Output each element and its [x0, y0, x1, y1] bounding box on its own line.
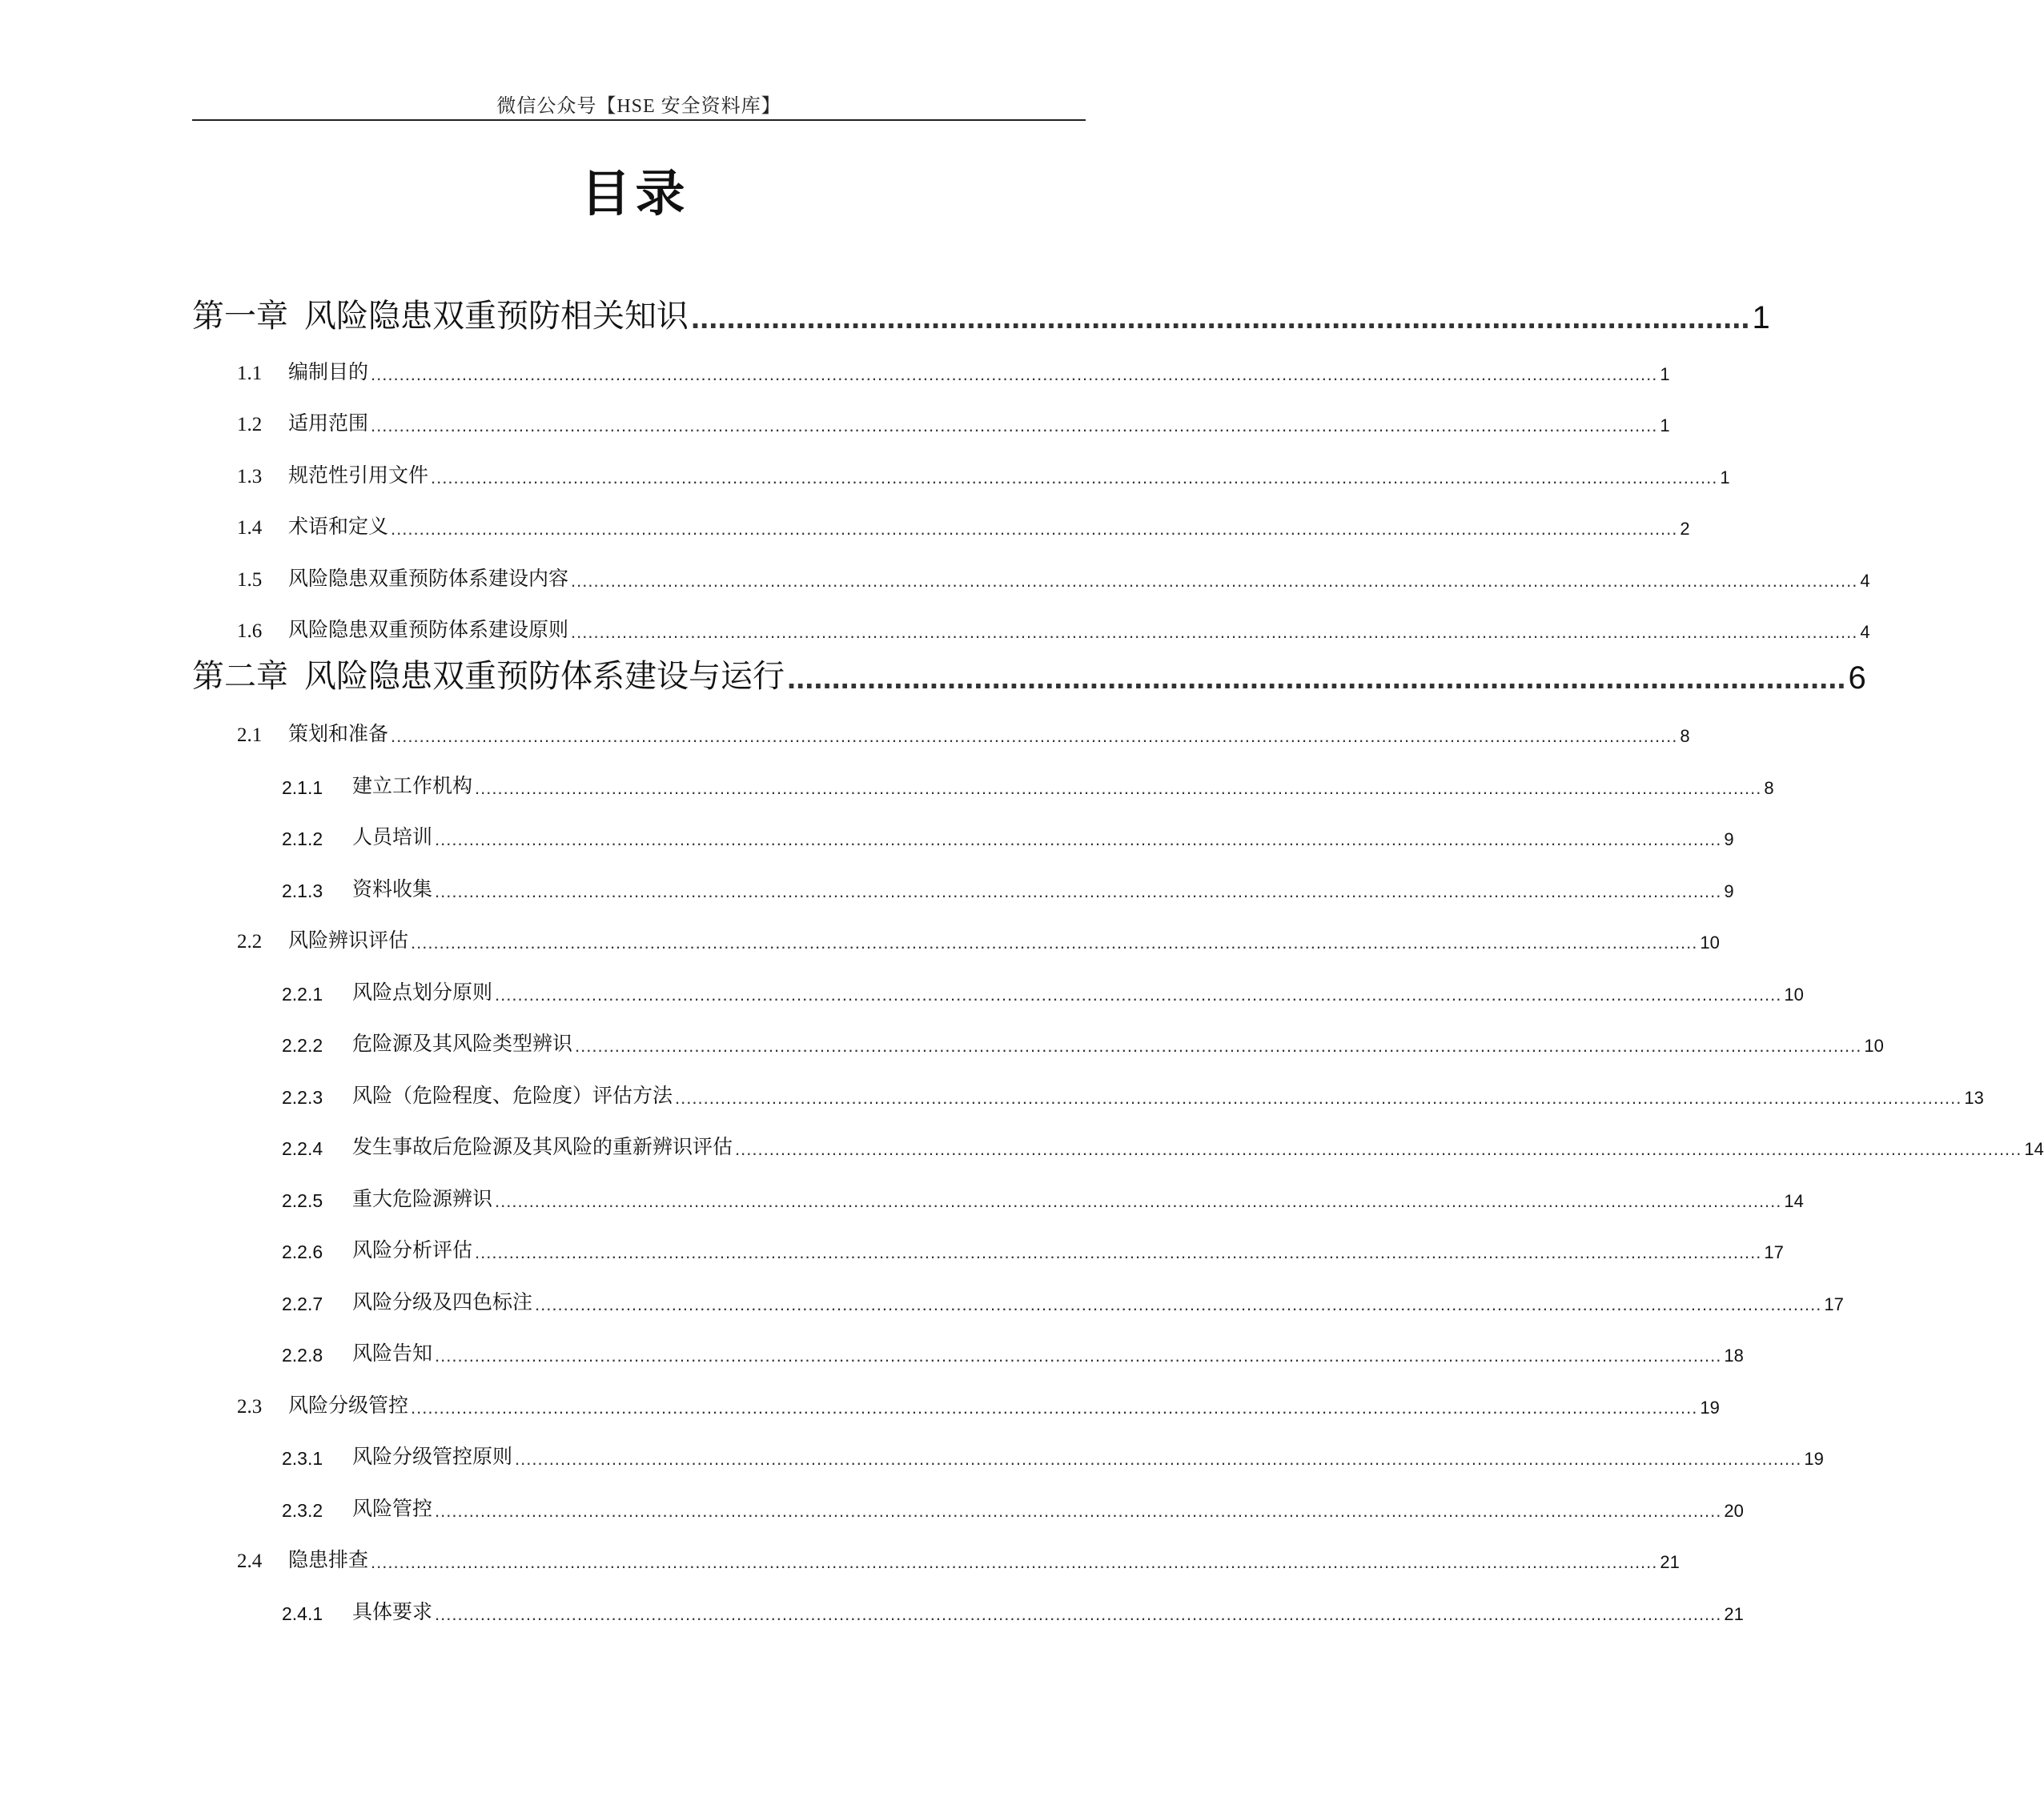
- toc-label: 风险隐患双重预防体系建设原则: [288, 618, 569, 641]
- toc-label: 危险源及其风险类型辨识: [352, 1032, 573, 1055]
- toc-leader: ..................................................................................................................................................................................................................................: [495, 985, 1782, 1005]
- toc-page-number: 1: [1660, 415, 1670, 435]
- toc-subsection-2-1-3[interactable]: [282, 876, 1734, 902]
- toc-section-1-6[interactable]: [237, 617, 1870, 643]
- toc-label: 重大危险源辨识: [352, 1187, 493, 1210]
- toc-page-number: 8: [1680, 726, 1690, 746]
- toc-leader: ..................................................................................................................................................................................................................................: [435, 829, 1722, 849]
- toc-number: 1.4: [237, 517, 263, 539]
- toc-number: 2.3.1: [282, 1448, 323, 1469]
- toc-page-number: 21: [1660, 1552, 1680, 1572]
- toc-leader: ..................................................................................................................................................................................................................................: [371, 415, 1658, 435]
- toc-number: 2.4.1: [282, 1603, 323, 1624]
- toc-label: 术语和定义: [288, 515, 389, 538]
- toc-number: 2.3: [237, 1396, 263, 1418]
- toc-leader: ..................................................................................................................................................................................................................................: [435, 881, 1722, 901]
- page-title: 目录: [580, 164, 690, 223]
- toc-section-2-4[interactable]: [237, 1547, 1680, 1573]
- toc-page-number: 10: [1700, 933, 1720, 953]
- toc-label: 风险辨识评估: [288, 929, 409, 952]
- toc-number: 2.2.5: [282, 1190, 323, 1211]
- page-header: 微信公众号【HSE 安全资料库】: [496, 96, 781, 117]
- toc-leader: ..................................................................................................................................................................................................................................: [391, 726, 1678, 746]
- toc-label: 编制目的: [288, 360, 369, 383]
- toc-leader: ..................................................................................................................................................................................................................................: [495, 1191, 1782, 1211]
- toc-label: 具体要求: [352, 1600, 433, 1623]
- toc-page-number: 19: [1804, 1449, 1824, 1469]
- toc-number: 2.3.2: [282, 1500, 323, 1521]
- toc-number: 2.2.3: [282, 1087, 323, 1108]
- toc-number: 1.3: [237, 466, 263, 487]
- toc-number: 2.1.2: [282, 828, 323, 849]
- toc-section-1-5[interactable]: [237, 566, 1870, 592]
- toc-leader: ..................................................................................................................................................................................................................................: [571, 622, 1858, 642]
- toc-number: 2.2.8: [282, 1345, 323, 1366]
- toc-number: 第二章: [192, 658, 288, 695]
- toc-section-1-3[interactable]: [237, 463, 1730, 488]
- toc-number: 2.2.7: [282, 1294, 323, 1314]
- toc-page-number: 9: [1724, 881, 1734, 901]
- toc-leader: ..................................................................................................................................................................................................................................: [431, 467, 1718, 487]
- toc-label: 风险隐患双重预防体系建设与运行: [304, 658, 785, 695]
- toc-leader: ..................................................................................................................................................................................................................................: [475, 1242, 1762, 1262]
- toc-page-number: 10: [1864, 1036, 1884, 1056]
- toc-leader: ..................................................................................................................................................................................................................................: [371, 364, 1658, 384]
- toc-leader: ..................................................................................................................................................................................................................................: [571, 571, 1858, 591]
- toc-leader: ..................................................................................................................................................................................................................................: [475, 778, 1762, 798]
- toc-page-number: 10: [1784, 985, 1804, 1005]
- toc-label: 风险（危险程度、危险度）评估方法: [352, 1084, 673, 1107]
- toc-label: 建立工作机构: [352, 774, 473, 797]
- toc-page-number: 2: [1680, 519, 1690, 539]
- toc-page-number: 21: [1724, 1604, 1744, 1624]
- toc-number: 2.1.1: [282, 777, 323, 798]
- toc-section-1-1[interactable]: [237, 359, 1670, 385]
- toc-subsection-2-3-2[interactable]: [282, 1496, 1744, 1522]
- toc-label: 资料收集: [352, 877, 433, 901]
- toc-page-number: 8: [1764, 778, 1774, 798]
- toc-subsection-2-4-1[interactable]: [282, 1599, 1744, 1625]
- toc-label: 风险分级管控: [288, 1394, 409, 1417]
- toc-leader: ..................................................................................................................................................................................................................................: [391, 519, 1678, 539]
- toc-section-1-2[interactable]: [237, 411, 1670, 436]
- toc-subsection-2-2-3[interactable]: [282, 1083, 1984, 1109]
- toc-label: 适用范围: [288, 411, 369, 435]
- toc-page-number: 1: [1752, 300, 1770, 335]
- toc-page-number: 18: [1724, 1346, 1744, 1366]
- toc-chapter-2[interactable]: [192, 658, 1866, 696]
- toc-page-number: 13: [1964, 1088, 1984, 1108]
- toc-section-1-4[interactable]: [237, 514, 1690, 540]
- toc-number: 2.2.4: [282, 1138, 323, 1159]
- toc-subsection-2-3-1[interactable]: [282, 1444, 1824, 1470]
- toc-leader: ..................................................................................................................................................................................................................................: [735, 1139, 2022, 1159]
- toc-number: 1.5: [237, 569, 263, 591]
- toc-number: 2.4: [237, 1550, 263, 1572]
- toc-page-number: 20: [1724, 1501, 1744, 1521]
- toc-section-2-2[interactable]: [237, 928, 1720, 953]
- toc-label: 隐患排查: [288, 1548, 369, 1571]
- toc-number: 2.1.3: [282, 880, 323, 901]
- toc-label: 风险隐患双重预防相关知识: [304, 298, 689, 335]
- toc-subsection-2-2-5[interactable]: [282, 1186, 1804, 1212]
- toc-page-number: 6: [1848, 660, 1866, 696]
- toc-leader: ..................................................................................................................................................................................................................................: [535, 1294, 1822, 1314]
- toc-label: 风险分级及四色标注: [352, 1290, 533, 1314]
- toc-number: 2.2.6: [282, 1241, 323, 1262]
- toc-leader: ..................................................................................................................................................................................................................................: [435, 1346, 1722, 1366]
- toc-subsection-2-2-7[interactable]: [282, 1290, 1844, 1315]
- toc-number: 2.2.2: [282, 1035, 323, 1056]
- toc-number: 2.2.1: [282, 984, 323, 1005]
- toc-label: 风险点划分原则: [352, 981, 493, 1004]
- toc-leader: ..................................................................................................................................................................................................................................: [435, 1604, 1722, 1624]
- toc-label: 风险隐患双重预防体系建设内容: [288, 567, 569, 590]
- toc-leader: ..................................................................................................................................................................................................................................: [435, 1501, 1722, 1521]
- toc-label: 人员培训: [352, 825, 433, 848]
- toc-leader: ..................................................................................................................................................................................................................................: [371, 1552, 1658, 1572]
- toc-label: 发生事故后危险源及其风险的重新辨识评估: [352, 1135, 733, 1158]
- toc-page-number: 4: [1860, 571, 1870, 591]
- toc-page-number: 1: [1660, 364, 1670, 384]
- toc-page-number: 4: [1860, 622, 1870, 642]
- toc-page-number: 17: [1764, 1242, 1784, 1262]
- toc-section-2-3[interactable]: [237, 1393, 1720, 1418]
- toc-label: 风险分级管控原则: [352, 1445, 513, 1468]
- toc-section-2-1[interactable]: [237, 721, 1690, 747]
- toc-leader: ..................................................................................................................................................................................................................................: [675, 1088, 1962, 1108]
- toc-number: 1.2: [237, 414, 263, 435]
- toc-label: 风险分析评估: [352, 1238, 473, 1262]
- toc-subsection-2-2-1[interactable]: [282, 980, 1804, 1005]
- toc-page-number: 14: [2024, 1139, 2044, 1159]
- toc-page-number: 9: [1724, 829, 1734, 849]
- toc-subsection-2-1-2[interactable]: [282, 824, 1734, 850]
- toc-leader: ..................................................................................................................................................................................................................................: [411, 933, 1698, 953]
- toc-chapter-1[interactable]: [192, 298, 1770, 336]
- toc-label: 策划和准备: [288, 722, 389, 745]
- toc-page-number: 1: [1720, 467, 1730, 487]
- toc-subsection-2-2-6[interactable]: [282, 1237, 1784, 1263]
- toc-leader: ..................................................................................................................................................................................................................................: [575, 1036, 1862, 1056]
- toc-subsection-2-2-8[interactable]: [282, 1341, 1744, 1366]
- toc-number: 2.1: [237, 724, 263, 746]
- toc-number: 1.6: [237, 620, 263, 642]
- toc-subsection-2-2-4[interactable]: [282, 1134, 2044, 1160]
- toc-leader: .......................................................................................................................: [787, 660, 1846, 696]
- toc-subsection-2-1-1[interactable]: [282, 773, 1774, 799]
- toc-page-number: 14: [1784, 1191, 1804, 1211]
- toc-page-number: 19: [1700, 1398, 1720, 1418]
- toc-leader: ..................................................................................................................................................................................................................................: [411, 1398, 1698, 1418]
- toc-leader: ..................................................................................................................................................................................................................................: [515, 1449, 1802, 1469]
- toc-leader: .......................................................................................................................: [691, 300, 1750, 335]
- toc-number: 第一章: [192, 298, 288, 335]
- toc-subsection-2-2-2[interactable]: [282, 1031, 1884, 1057]
- toc-label: 风险管控: [352, 1497, 433, 1520]
- toc-number: 1.1: [237, 363, 263, 384]
- toc-label: 规范性引用文件: [288, 463, 429, 487]
- toc-label: 风险告知: [352, 1342, 433, 1365]
- toc-page-number: 17: [1824, 1294, 1844, 1314]
- toc-number: 2.2: [237, 931, 263, 953]
